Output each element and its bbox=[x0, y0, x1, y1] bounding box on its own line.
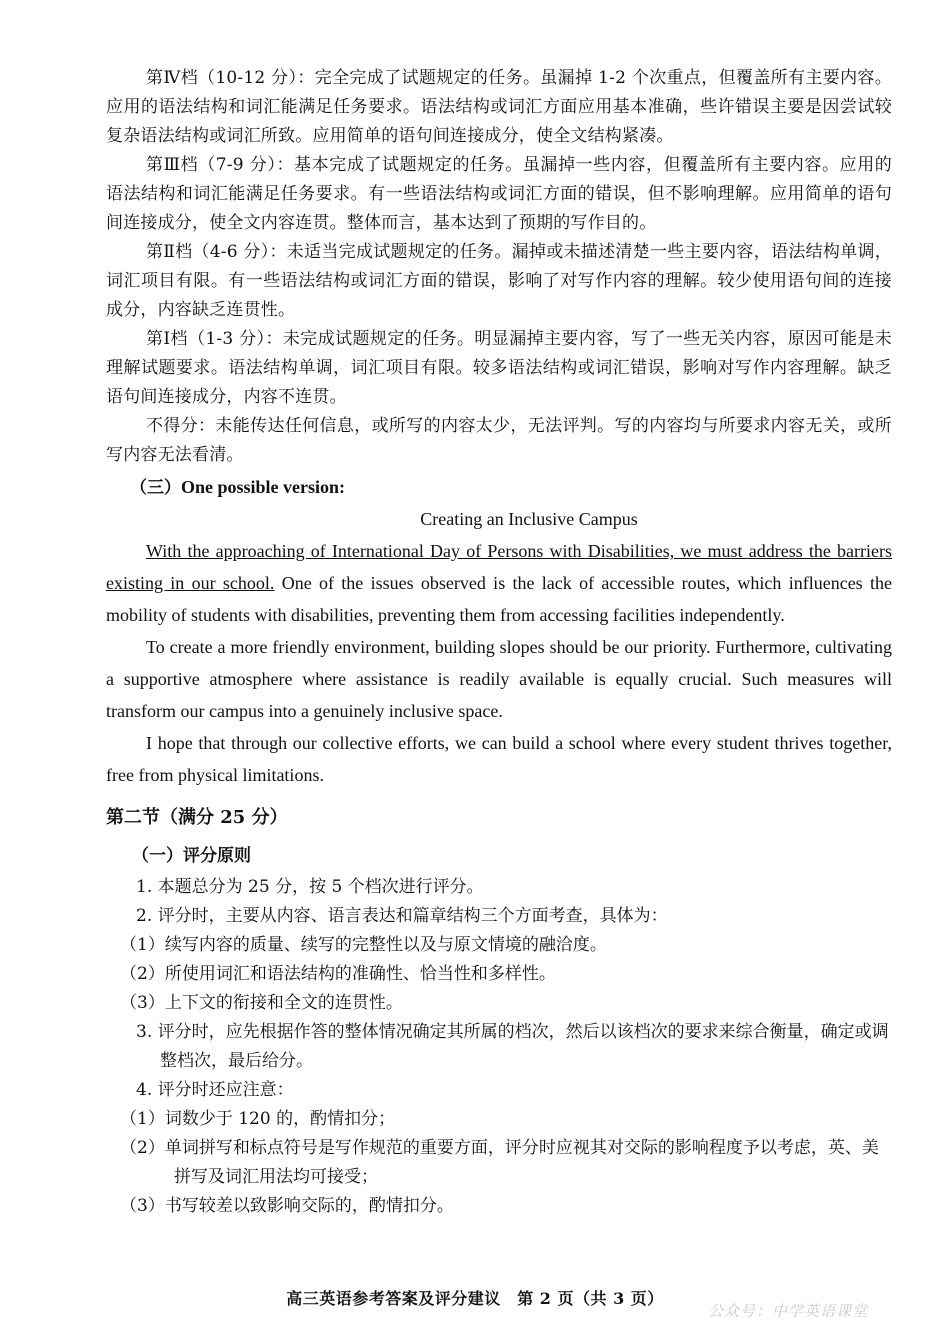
grade-3-paragraph: 第Ⅲ档（7-9 分）：基本完成了试题规定的任务。虽漏掉一些内容，但覆盖所有主要内容。应用的语法结构和词汇能满足任务要求。有一些语法结构或词汇方面的错误，但不影响理解。应用简单的语句间连接成分，使全文内容连贯。整体而言，基本达到了预期的写作目的。 bbox=[106, 155, 892, 233]
watermark: 公众号：中学英语课堂 bbox=[708, 1302, 869, 1320]
underlined-sentence: With the approaching of International Day of Persons with Disabilities, we must address the barriers existing in our school. bbox=[106, 541, 892, 593]
document-page bbox=[106, 64, 892, 1221]
list-item: （1）续写内容的质量、续写的完整性以及与原文情境的融洽度。 bbox=[120, 935, 607, 955]
sample-heading bbox=[130, 472, 892, 503]
list-item: 4. 评分时还应注意： bbox=[136, 1080, 294, 1100]
list-item: （2）所使用词汇和语法结构的准确性、恰当性和多样性。 bbox=[120, 964, 556, 984]
grade-4-paragraph: 第Ⅳ档（10-12 分）：完全完成了试题规定的任务。虽漏掉 1-2 个次重点，但覆盖所有主要内容。应用的语法结构和词汇能满足任务要求。语法结构或词汇方面应用基本准确，些许错误主要是因尝试较复杂语法结构或词汇所致。应用简单的语句间连接成分，使全文结构紧凑。 bbox=[106, 68, 892, 146]
grade-2-paragraph: 第Ⅱ档（4-6 分）：未适当完成试题规定的任务。漏掉或未描述清楚一些主要内容，语法结构单调，词汇项目有限。有一些语法结构或词汇方面的错误，影响了对写作内容的理解。较少使用语句间的连接成分，内容缺乏连贯性。 bbox=[106, 242, 892, 320]
list-item: 2. 评分时，主要从内容、语言表达和篇章结构三个方面考查，具体为： bbox=[136, 906, 668, 926]
grade-1-paragraph: 第Ⅰ档（1-3 分）：未完成试题规定的任务。明显漏掉主要内容，写了一些无关内容，原因可能是未理解试题要求。语法结构单调，词汇项目有限。较多语法结构或词汇错误，影响对写作内容理解。缺乏语句间连接成分，内容不连贯。 bbox=[106, 329, 892, 407]
list-item: 1. 本题总分为 25 分，按 5 个档次进行评分。 bbox=[136, 877, 484, 897]
sample-title: Creating an Inclusive Campus bbox=[420, 509, 638, 529]
page-footer: 高三英语参考答案及评分建议 第 2 页（共 3 页） bbox=[286, 1289, 664, 1308]
sample-heading-en: One possible version: bbox=[181, 477, 346, 497]
sample-heading-cn: （三） bbox=[130, 478, 181, 498]
no-score-paragraph: 不得分：未能传达任何信息，或所写的内容太少，无法评判。写的内容均与所要求内容无关，或所写内容无法看清。 bbox=[106, 416, 892, 465]
sample-paragraph-2: To create a more friendly environment, building slopes should be our priority. Furthermore, cultivating a supportive atmosphere where assistance is readily available is equally crucial. Such measures will transform our campus into a genuinely inclusive space. bbox=[106, 637, 892, 721]
scoring-principles-heading: （一）评分原则 bbox=[132, 846, 251, 866]
list-item: （2）单词拼写和标点符号是写作规范的重要方面，评分时应视其对交际的影响程度予以考虑，英、美拼写及词汇用法均可接受； bbox=[120, 1138, 879, 1187]
section-2-heading: 第二节（满分 25 分） bbox=[106, 807, 288, 828]
list-item: （3）书写较差以致影响交际的，酌情扣分。 bbox=[120, 1196, 454, 1216]
list-item: （3）上下文的衔接和全文的连贯性。 bbox=[120, 993, 403, 1013]
sample-paragraph-1-rest: One of the issues observed is the lack of accessible routes, which influences the mobility of students with disabilities, preventing them from accessing facilities independently. bbox=[106, 573, 892, 625]
list-item: （1）词数少于 120 的，酌情扣分； bbox=[120, 1109, 396, 1129]
sample-paragraph-3: I hope that through our collective efforts, we can build a school where every student thrives together, free from physical limitations. bbox=[106, 733, 892, 785]
sample-paragraph-1 bbox=[106, 535, 892, 631]
list-item: 3. 评分时，应先根据作答的整体情况确定其所属的档次，然后以该档次的要求来综合衡量，确定或调整档次，最后给分。 bbox=[136, 1022, 889, 1071]
